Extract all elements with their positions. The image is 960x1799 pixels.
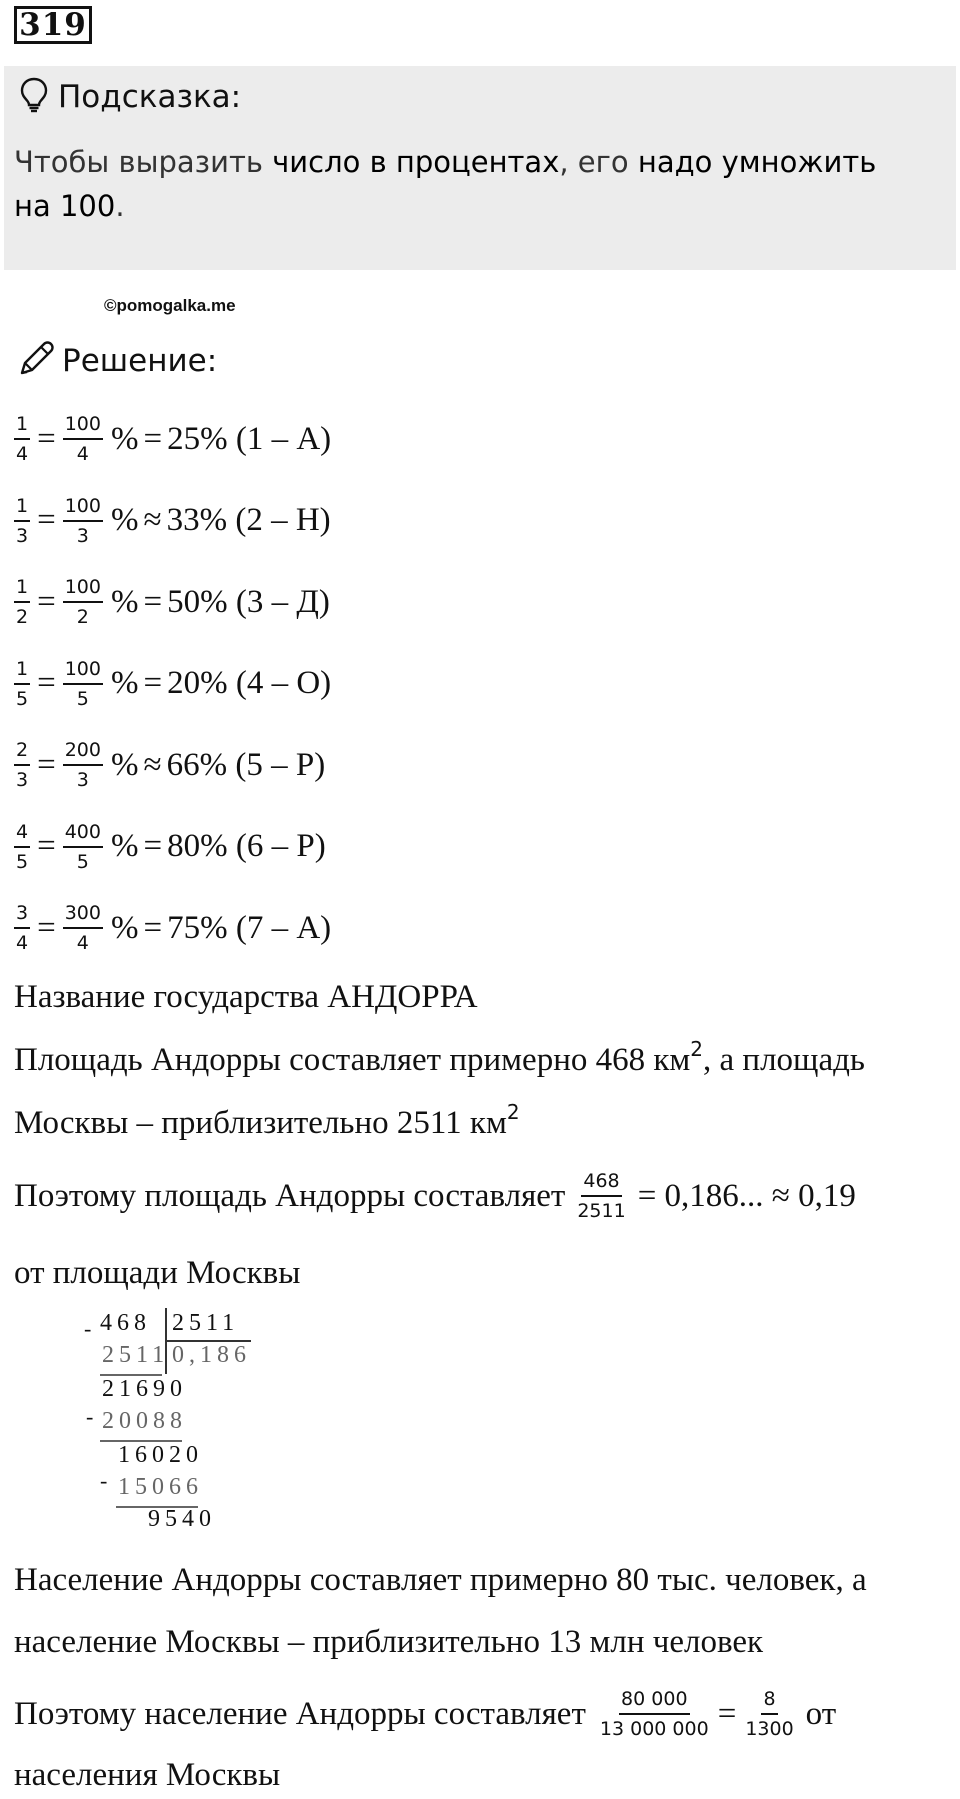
- fraction: $\frac{2}{3}$: [16, 739, 29, 791]
- country-line: Название государства АНДОРРА: [14, 979, 478, 1015]
- equation-row: $\frac{3}{4}$ = $\frac{300}{4}$ % = 75% (7 – А): [16, 902, 332, 954]
- equation-row: $\frac{2}{3}$ = $\frac{200}{3}$ % ≈ 66% (5 – Р): [16, 739, 326, 791]
- area-line-2: Москвы – приблизительно 2511 $км^2$: [14, 1100, 520, 1141]
- equation-row: $\frac{1}{5}$ = $\frac{100}{5}$ % = 20% (4 – О): [16, 657, 332, 710]
- long-division: - 468 2511 2511 0,186 - 21690 20088 - 16020 15066 9540: [84, 1310, 251, 1532]
- population-fraction-line: Поэтому население Андорры составляет $\frac{80 000}{13 000 000}$ = $\frac{8}{1300}$ от: [14, 1688, 837, 1740]
- fraction: $\frac{200}{3}$: [64, 739, 101, 791]
- area-fraction-line: Поэтому площадь Андорры составляет $\frac{468}{2511}$ = 0,186... ≈ 0,19: [14, 1170, 856, 1222]
- solution-title: Решение:: [62, 343, 218, 379]
- pencil-icon: [16, 339, 56, 383]
- equation-row: $\frac{1}{3}$ = $\frac{100}{3}$ % ≈ 33% (2 – Н): [16, 494, 331, 547]
- fraction: $\frac{1}{2}$: [16, 576, 29, 628]
- fraction: $\frac{3}{4}$: [16, 902, 29, 954]
- fraction: $\frac{300}{4}$: [64, 902, 101, 954]
- division-divisor: 2511: [172, 1310, 240, 1336]
- division-quotient: 0,186: [172, 1342, 251, 1368]
- fraction: $\frac{100}{5}$: [64, 657, 101, 710]
- area-fraction: $\frac{468}{2511}$: [577, 1170, 626, 1222]
- fraction: $\frac{100}{3}$: [64, 494, 101, 547]
- fraction: $\frac{100}{2}$: [64, 576, 101, 628]
- hint-text: Чтобы выразить число в процентах, его надо умножить на 100.: [14, 145, 877, 223]
- division-step: 2511: [102, 1342, 170, 1368]
- division-step: 15066: [118, 1474, 203, 1500]
- population-line-2: население Москвы – приблизительно 13 млн человек: [14, 1624, 764, 1660]
- division-step: 16020: [118, 1442, 203, 1468]
- hint-title: Подсказка:: [58, 79, 242, 115]
- lightbulb-icon: [20, 77, 48, 117]
- area-tail: от площади Москвы: [14, 1255, 301, 1291]
- solution-header: [16, 336, 217, 386]
- copyright-label: ©pomogalka.me: [104, 296, 236, 315]
- population-fraction-1: $\frac{80 000}{13 000 000}$: [599, 1688, 709, 1740]
- fraction: $\frac{4}{5}$: [16, 820, 29, 873]
- population-tail: населения Москвы: [14, 1757, 281, 1793]
- division-step: 21690: [102, 1376, 187, 1402]
- population-fraction-2: $\frac{8}{1300}$: [745, 1688, 794, 1740]
- fraction: $\frac{100}{4}$: [64, 413, 101, 465]
- fraction: $\frac{1}{3}$: [16, 494, 29, 547]
- equation-row: $\frac{1}{2}$ = $\frac{100}{2}$ % = 50% (3 – Д): [16, 576, 330, 628]
- fraction: $\frac{1}{5}$: [16, 657, 29, 710]
- fraction: $\frac{1}{4}$: [16, 413, 29, 465]
- equation-row: $\frac{4}{5}$ = $\frac{400}{5}$ % = 80% (6 – Р): [16, 820, 326, 873]
- equation-row: $\frac{1}{4}$ = $\frac{100}{4}$ % = 25% (1 – А): [16, 413, 332, 465]
- division-dividend: 468: [100, 1310, 151, 1336]
- population-line-1: Население Андорры составляет примерно 80 тыс. человек, а: [14, 1562, 867, 1598]
- division-remainder: 9540: [148, 1506, 216, 1532]
- fraction: $\frac{400}{5}$: [64, 820, 101, 873]
- task-number: 319: [14, 6, 92, 44]
- hint-header: [20, 74, 241, 120]
- area-line-1: Площадь Андорры составляет примерно 468 $км^2$, а площадь: [14, 1037, 865, 1078]
- division-step: 20088: [102, 1408, 187, 1434]
